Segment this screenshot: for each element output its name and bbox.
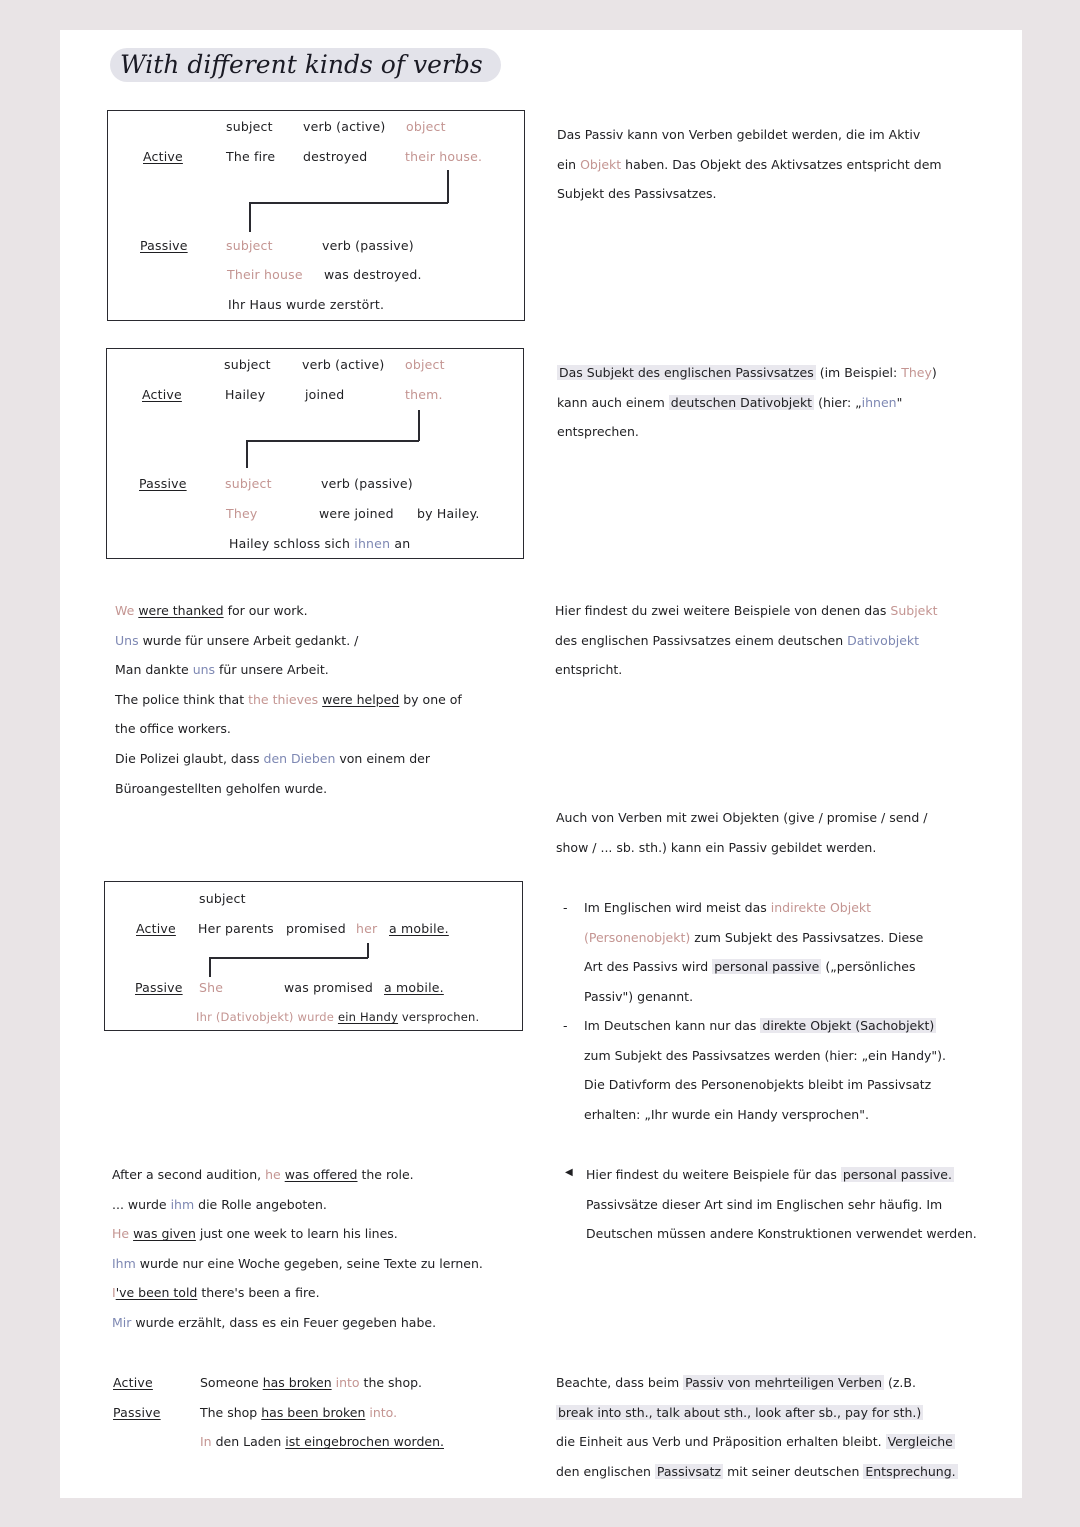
active-subject: Hailey — [225, 387, 266, 402]
active-subject: The fire — [226, 149, 276, 164]
header-object: object — [406, 119, 446, 134]
passive-subject: She — [199, 980, 224, 995]
active-object: them. — [405, 387, 443, 402]
active-verb: joined — [305, 387, 345, 402]
passive-verb: were joined — [319, 506, 394, 521]
examples-dative: We were thanked for our work. Uns wurde für unsere Arbeit gedankt. / Man dankte uns für unsere Arbeit. The police think that the thieves were helped by one of the office workers. Die Polizei glaubt, dass den Dieben von einem der Büroangestellten geholfen wurde. — [115, 603, 462, 796]
header-verb-active: verb (active) — [303, 119, 386, 134]
header-object: object — [405, 357, 445, 372]
connector-line — [246, 440, 248, 468]
header-subject: subject — [199, 891, 246, 906]
header-subject: subject — [224, 357, 271, 372]
active-indirect-object: her — [356, 921, 378, 936]
passive-label: Passive — [113, 1405, 161, 1420]
active-subject: Her parents — [198, 921, 274, 936]
example-box-fire — [107, 110, 525, 321]
connector-line — [447, 170, 449, 203]
note-phrasal-verbs: Beachte, dass beim Passiv von mehrteiligen Verben (z.B. break into sth., talk about sth., look after sb., pay for sth.) die Einheit aus Verb und Präposition erhalten bleibt. Vergleiche den englischen Passivsatz mit seiner deutschen Entsprechung. — [556, 1375, 956, 1479]
bullet-dash: - — [563, 900, 568, 915]
bullet-personal-passive: Im Englischen wird meist das indirekte Objekt (Personenobjekt) zum Subjekt des Passivsatzes. Diese Art des Passivs wird personal passive („persönliches Passiv") genannt. — [584, 900, 924, 1004]
passive-header-subject: subject — [225, 476, 272, 491]
connector-line — [249, 202, 448, 204]
passive-agent: by Hailey. — [417, 506, 480, 521]
passive-subject: They — [226, 506, 258, 521]
active-label: Active — [113, 1375, 153, 1390]
connector-line — [418, 410, 420, 441]
connector-line — [209, 957, 368, 959]
connector-line — [249, 202, 251, 232]
examples-phrasal-verbs: Someone has broken into the shop. The shop has been broken into. In den Laden ist eingebrochen worden. — [200, 1375, 444, 1450]
note-passive-object: Das Passiv kann von Verben gebildet werden, die im Aktiv ein Objekt haben. Das Objekt des Aktivsatzes entspricht dem Subjekt des Passivsatzes. — [557, 127, 942, 202]
passive-verb: was destroyed. — [324, 267, 422, 282]
passive-verb: was promised — [284, 980, 374, 995]
passive-label: Passive — [135, 980, 183, 995]
passive-label: Passive — [139, 476, 187, 491]
note-personal-passive: Hier findest du weitere Beispiele für das personal passive. Passivsätze dieser Art sind im Englischen sehr häufig. Im Deutschen müssen andere Konstruktionen verwendet werden. — [586, 1167, 977, 1242]
bullet-german-passive: Im Deutschen kann nur das direkte Objekt (Sachobjekt) zum Subjekt des Passivsatzes werden (hier: „ein Handy"). Die Dativform des Personenobjekts bleibt im Passivsatz erhalten: „Ihr wurde ein Handy versprochen". — [584, 1018, 947, 1122]
passive-subject: Their house — [227, 267, 303, 282]
note-examples-dative: Hier findest du zwei weitere Beispiele von denen das Subjekt des englischen Passivsatzes einem deutschen Dativobjekt entspricht. — [555, 603, 938, 678]
active-object: their house. — [405, 149, 483, 164]
example-box-mobile — [104, 881, 523, 1031]
passive-header-subject: subject — [226, 238, 273, 253]
passive-object: a mobile. — [384, 980, 444, 995]
active-direct-object: a mobile. — [389, 921, 449, 936]
active-label: Active — [136, 921, 176, 936]
passive-header-verb: verb (passive) — [321, 476, 413, 491]
connector-line — [367, 943, 369, 958]
example-box-hailey — [106, 348, 524, 559]
passive-header-verb: verb (passive) — [322, 238, 414, 253]
active-verb: destroyed — [303, 149, 368, 164]
note-dative-object: Das Subjekt des englischen Passivsatzes (im Beispiel: They) kann auch einem deutschen Dativobjekt (hier: „ihnen" entsprechen. — [557, 365, 937, 440]
connector-line — [209, 957, 211, 977]
examples-personal-passive: After a second audition, he was offered the role. ... wurde ihm die Rolle angeboten. He was given just one week to learn his lines. Ihm wurde nur eine Woche gegeben, seine Texte zu lernen. I've been told there's been a fire. Mir wurde erzählt, dass es ein Feuer gegeben habe. — [112, 1167, 483, 1330]
triangle-left-icon: ◀ — [565, 1167, 573, 1178]
header-verb-active: verb (active) — [302, 357, 385, 372]
page-title: With different kinds of verbs — [110, 48, 501, 82]
german-translation: Hailey schloss sich ihnen an — [229, 536, 411, 551]
german-translation: Ihr Haus wurde zerstört. — [228, 297, 385, 312]
german-translation: Ihr (Dativobjekt) wurde ein Handy versprochen. — [196, 1010, 480, 1024]
header-subject: subject — [226, 119, 273, 134]
note-two-objects: Auch von Verben mit zwei Objekten (give / promise / send / show / ... sb. sth.) kann ein Passiv gebildet werden. — [556, 810, 928, 855]
connector-line — [246, 440, 419, 442]
active-verb: promised — [286, 921, 346, 936]
passive-label: Passive — [140, 238, 188, 253]
active-label: Active — [142, 387, 182, 402]
active-label: Active — [143, 149, 183, 164]
bullet-dash: - — [563, 1018, 568, 1033]
